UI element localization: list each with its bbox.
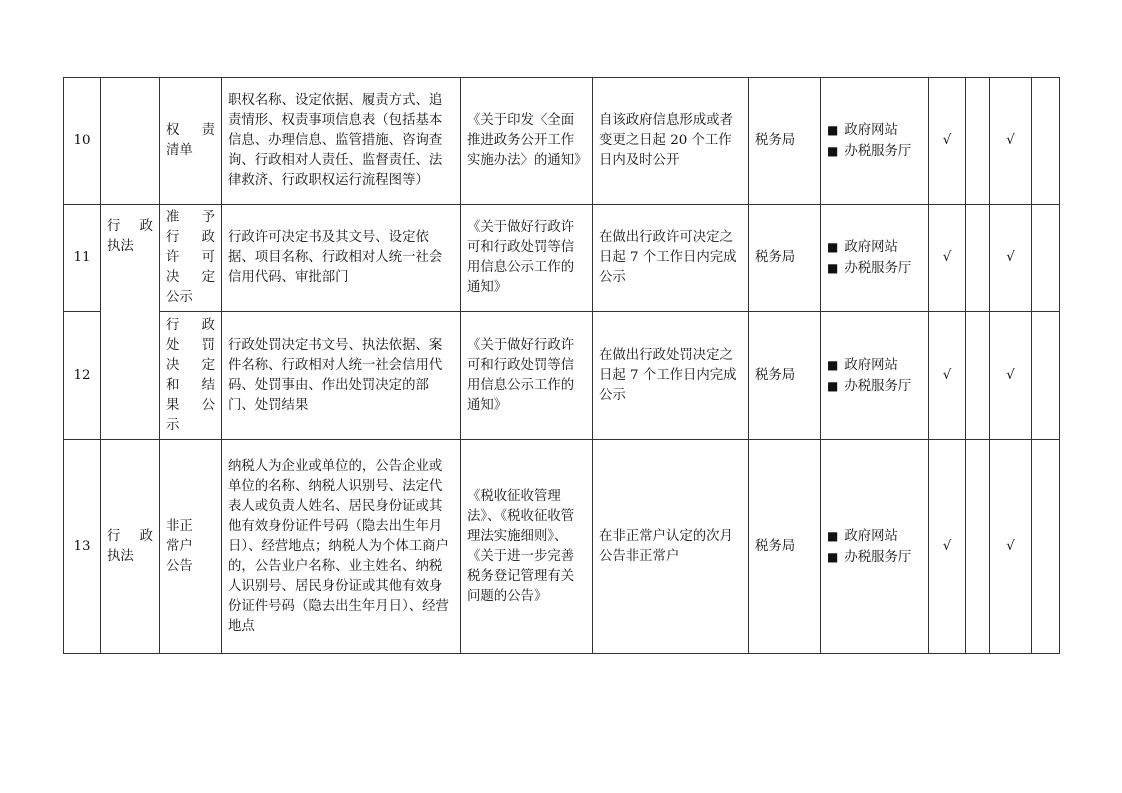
check-cell: √ <box>929 205 966 312</box>
basis-cell: 《关于做好行政许可和行政处罚等信用信息公示工作的通知》 <box>461 205 593 312</box>
check-cell <box>1032 205 1060 312</box>
item-line: 权 责 <box>166 123 215 138</box>
channel-item: ■ 办税服务厅 <box>827 144 912 159</box>
check-cell: √ <box>990 312 1032 440</box>
channel-item: ■ 办税服务厅 <box>827 261 912 276</box>
check-cell: √ <box>929 78 966 205</box>
item-line: 非正 <box>166 518 193 534</box>
bullet-icon: ■ <box>827 549 839 564</box>
item-name <box>160 312 222 440</box>
bullet-icon: ■ <box>827 528 839 543</box>
row-number: 11 <box>64 205 101 312</box>
check-cell <box>1032 78 1060 205</box>
category-line: 执法 <box>107 239 134 254</box>
category-line: 执法 <box>107 548 134 564</box>
item-line: 示 <box>166 417 180 433</box>
bullet-icon: ■ <box>827 357 839 372</box>
channels-cell <box>821 205 929 312</box>
item-line: 公告 <box>166 558 193 574</box>
item-line: 行 政 <box>166 317 215 333</box>
agency-cell: 税务局 <box>749 78 821 205</box>
disclosure-table <box>63 77 1060 654</box>
agency-cell: 税务局 <box>749 440 821 654</box>
check-cell <box>966 205 990 312</box>
check-cell: √ <box>990 440 1032 654</box>
channels-cell <box>821 312 929 440</box>
item-line: 准 予 <box>166 210 215 225</box>
agency-cell: 税务局 <box>749 205 821 312</box>
check-cell <box>1032 312 1060 440</box>
basis-cell: 《关于做好行政许可和行政处罚等信用信息公示工作的通知》 <box>461 312 593 440</box>
check-cell: √ <box>929 440 966 654</box>
agency-cell: 税务局 <box>749 312 821 440</box>
item-line: 和 结 <box>166 377 215 393</box>
bullet-icon: ■ <box>827 240 839 254</box>
deadline-cell: 自该政府信息形成或者变更之日起 20 个工作日内及时公开 <box>593 78 749 205</box>
item-line: 常户 <box>166 538 193 554</box>
basis-cell: 《税收征收管理法》、《税收征收管理法实施细则》、《关于进一步完善税务登记管理有关问题的公告》 <box>461 440 593 654</box>
channels-cell <box>821 440 929 654</box>
item-name <box>160 78 222 205</box>
check-cell: √ <box>990 78 1032 205</box>
deadline-cell: 在做出行政处罚决定之日起 7 个工作日内完成公示 <box>593 312 749 440</box>
content-cell: 行政许可决定书及其文号、设定依据、项目名称、行政相对人统一社会信用代码、审批部门 <box>222 205 461 312</box>
table-row <box>64 78 1060 205</box>
check-cell <box>966 312 990 440</box>
item-line: 决 定 <box>166 270 215 285</box>
table-row <box>64 312 1060 440</box>
item-line: 行 政 <box>166 230 215 245</box>
bullet-icon: ■ <box>827 261 839 275</box>
deadline-cell: 在非正常户认定的次月公告非正常户 <box>593 440 749 654</box>
channel-item: ■ 办税服务厅 <box>827 549 912 565</box>
table-row <box>64 205 1060 312</box>
channel-item: ■ 政府网站 <box>827 123 898 138</box>
check-cell <box>966 440 990 654</box>
category-line: 行 政 <box>107 219 153 234</box>
bullet-icon: ■ <box>827 144 839 158</box>
item-name <box>160 440 222 654</box>
item-line: 公示 <box>166 290 193 305</box>
item-line: 果 公 <box>166 397 215 413</box>
row-number: 10 <box>64 78 101 205</box>
row-number: 12 <box>64 312 101 440</box>
channel-item: ■ 办税服务厅 <box>827 378 912 394</box>
check-cell: √ <box>929 312 966 440</box>
item-line: 清单 <box>166 143 193 158</box>
bullet-icon: ■ <box>827 378 839 393</box>
channel-item: ■ 政府网站 <box>827 240 898 255</box>
category-cell <box>101 78 160 205</box>
basis-cell: 《关于印发〈全面推进政务公开工作实施办法〉的通知》 <box>461 78 593 205</box>
check-cell <box>1032 440 1060 654</box>
channel-item: ■ 政府网站 <box>827 357 898 373</box>
category-cell <box>101 440 160 654</box>
category-cell <box>101 205 160 440</box>
table-row <box>64 440 1060 654</box>
bullet-icon: ■ <box>827 123 839 137</box>
content-cell: 纳税人为企业或单位的，公告企业或单位的名称、纳税人识别号、法定代表人或负责人姓名、居民身份证或其他有效身份证件号码（隐去出生年月日）、经营地点；纳税人为个体工商户的，公告业户名称、业主姓名、纳税人识别号、居民身份证或其他有效身份证件号码（隐去出生年月日）、经营地点 <box>222 440 461 654</box>
channels-cell <box>821 78 929 205</box>
content-cell: 行政处罚决定书文号、执法依据、案件名称、行政相对人统一社会信用代码、处罚事由、作出处罚决定的部门、处罚结果 <box>222 312 461 440</box>
channel-item: ■ 政府网站 <box>827 528 898 544</box>
deadline-cell: 在做出行政许可决定之日起 7 个工作日内完成公示 <box>593 205 749 312</box>
item-line: 许 可 <box>166 250 215 265</box>
item-line: 处 罚 <box>166 337 215 353</box>
category-line: 行 政 <box>107 528 153 544</box>
check-cell: √ <box>990 205 1032 312</box>
item-line: 决 定 <box>166 357 215 373</box>
row-number: 13 <box>64 440 101 654</box>
table-body <box>64 78 1060 654</box>
content-cell: 职权名称、设定依据、履责方式、追责情形、权责事项信息表（包括基本信息、办理信息、监管措施、咨询查询、行政相对人责任、监督责任、法律救济、行政职权运行流程图等） <box>222 78 461 205</box>
check-cell <box>966 78 990 205</box>
item-name <box>160 205 222 312</box>
